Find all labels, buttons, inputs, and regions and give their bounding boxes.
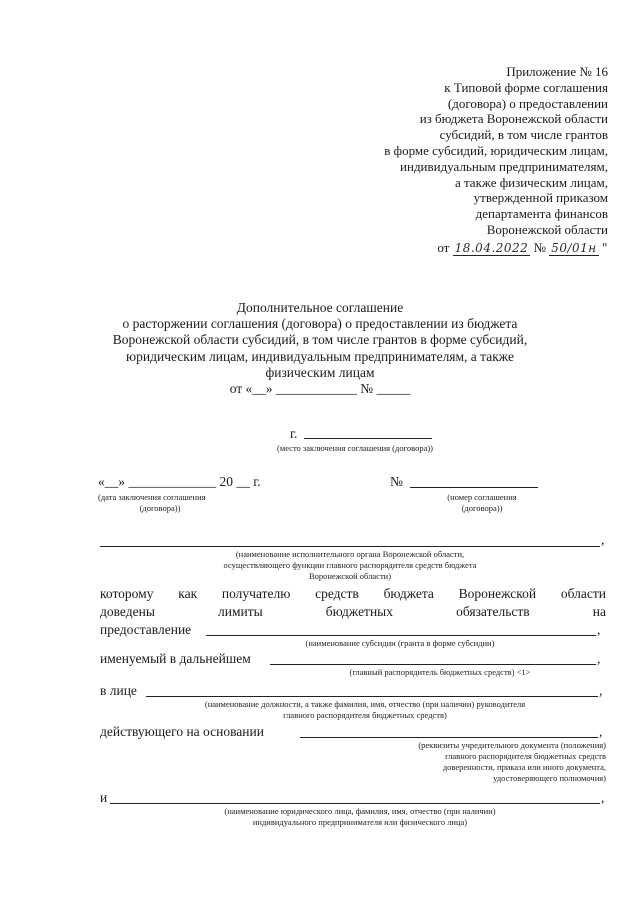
provision-line bbox=[206, 635, 596, 636]
agreement-number-prefix: № bbox=[390, 474, 403, 489]
provision-caption: (наименование субсидии (гранта в форме субсидии) bbox=[305, 638, 495, 648]
header-line: к Типовой форме соглашения bbox=[444, 79, 608, 95]
header-line: департамента финансов bbox=[475, 206, 608, 222]
place-prefix: г. bbox=[290, 426, 298, 441]
recipient-sentence-line1: которому как получателю средств бюджета Воронежской области bbox=[100, 586, 606, 601]
header-line: из бюджета Воронежской области bbox=[419, 111, 608, 127]
order-number: 50/01н bbox=[551, 240, 597, 255]
and-caption: (наименование юридического лица, фамилия, имя, отчество (при наличии) bbox=[224, 806, 496, 816]
basis-label: действующего на основании bbox=[100, 724, 264, 739]
header-line: а также физическим лицам, bbox=[454, 174, 608, 190]
place-field-line bbox=[304, 438, 432, 439]
basis-caption: удостоверяющего полномочия) bbox=[493, 773, 606, 783]
hereinafter-caption: (главный распорядитель бюджетных средств) <1> bbox=[349, 667, 531, 677]
header-line: в форме субсидий, юридическим лицам, bbox=[384, 142, 608, 158]
basis-line bbox=[300, 737, 598, 738]
agreement-date: «__» _____________ 20 __ г. bbox=[98, 474, 261, 489]
header-line: индивидуальным предпринимателям, bbox=[400, 158, 608, 174]
basis-caption: доверенности, приказа или иного документа, bbox=[442, 762, 606, 772]
header-line: Воронежской области bbox=[486, 221, 608, 237]
title-from-line: от «__» ____________ № _____ bbox=[229, 381, 411, 397]
recipient-sentence-line2: доведены лимиты бюджетных обязательств на bbox=[100, 604, 606, 619]
and-line bbox=[110, 803, 600, 804]
basis-caption: (реквизиты учредительного документа (положения) bbox=[418, 740, 606, 750]
header-line: Приложение № 16 bbox=[506, 64, 608, 79]
person-label: в лице bbox=[100, 683, 137, 698]
executive-body-line bbox=[100, 546, 600, 547]
document-title bbox=[90, 300, 550, 397]
title-line: физическим лицам bbox=[265, 364, 375, 380]
order-date: 18.04.2022 bbox=[454, 240, 529, 255]
title-line: Воронежской области субсидий, в том числе грантов в форме субсидий, bbox=[112, 332, 528, 348]
appendix-header bbox=[288, 64, 608, 257]
executive-body-caption: осуществляющего функции главного распорядителя средств бюджета bbox=[223, 560, 477, 570]
hereinafter-label: именуемый в дальнейшем bbox=[100, 651, 251, 666]
person-caption: (наименование должности, а также фамилия, имя, отчество (при наличии) руководителя bbox=[204, 699, 526, 709]
header-line: (договора) о предоставлении bbox=[447, 95, 608, 111]
executive-body-caption: (наименование исполнительного органа Воронежской области, bbox=[235, 549, 465, 559]
title-line: о расторжении соглашения (договора) о предоставлении из бюджета bbox=[122, 316, 518, 332]
number-caption: (договора)) bbox=[461, 503, 503, 513]
date-caption: (договора)) bbox=[139, 503, 181, 513]
basis-caption: главного распорядителя бюджетных средств bbox=[445, 751, 606, 761]
person-line bbox=[146, 696, 598, 697]
title-line: Дополнительное соглашение bbox=[236, 300, 404, 315]
header-line: субсидий, в том числе грантов bbox=[439, 127, 608, 143]
header-order-date-number: от 18.04.2022 № 50/01н " bbox=[437, 239, 608, 255]
agreement-number-line bbox=[410, 487, 538, 488]
number-caption: (номер соглашения bbox=[447, 492, 517, 502]
executive-body-caption: Воронежской области) bbox=[308, 571, 392, 581]
hereinafter-line bbox=[270, 664, 596, 665]
provision-label: предоставление bbox=[100, 622, 192, 637]
date-caption: (дата заключения соглашения bbox=[98, 492, 206, 502]
header-line: утвержденной приказом bbox=[473, 190, 608, 206]
place-caption: (место заключения соглашения (договора)) bbox=[276, 443, 433, 453]
and-label: и bbox=[100, 790, 108, 805]
title-line: юридическим лицам, индивидуальным предпринимателям, а также bbox=[126, 348, 514, 364]
and-caption: индивидуального предпринимателя или физического лица) bbox=[252, 817, 468, 827]
person-caption: главного распорядителя бюджетных средств) bbox=[283, 710, 447, 720]
